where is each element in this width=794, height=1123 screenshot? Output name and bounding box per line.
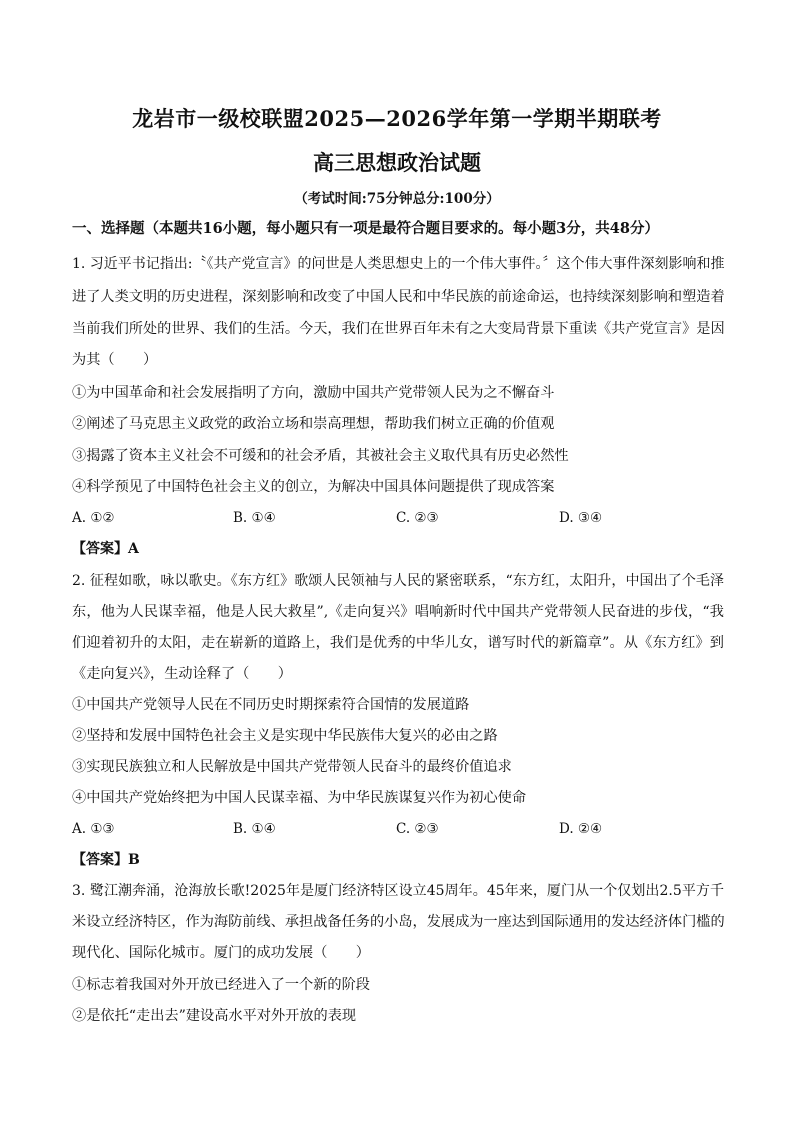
q3-stem-line: 3. 鹭江潮奔涌，沧海放长歌!2025年是厦门经济特区设立45周年。45年来，厦门从一个仅划出2.5平方千 bbox=[72, 883, 724, 899]
q2-stem-line: 《走向复兴》，生动诠释了（ ） bbox=[72, 666, 292, 682]
q1-statement: ③揭露了资本主义社会不可缓和的社会矛盾，其被社会主义取代具有历史必然性 bbox=[72, 448, 569, 464]
q1-answer: 【答案】A bbox=[72, 541, 139, 557]
q1-stem-line: 1. 习近平书记指出:〝《共产党宣言》的问世是人类思想史上的一个伟大事件。〞这个伟大事件深刻影响和推 bbox=[72, 256, 725, 272]
exam-title: 龙岩市一级校联盟2025—2026学年第一学期半期联考 bbox=[132, 106, 662, 131]
q2-stem-line: 们迎着初升的太阳，走在崭新的道路上，我们是优秀的中华儿女，谱写时代的新篇章”。从《东方红》到 bbox=[72, 635, 724, 651]
q1-stem-line: 当前我们所处的世界、我们的生活。今天，我们在世界百年未有之大变局背景下重读《共产党宣言》是因 bbox=[72, 321, 725, 337]
q1-statement: ①为中国革命和社会发展指明了方向，激励中国共产党带领人民为之不懈奋斗 bbox=[72, 385, 555, 401]
option-d: D. ③④ bbox=[559, 510, 603, 526]
q3-statement: ①标志着我国对外开放已经进入了一个新的阶段 bbox=[72, 977, 370, 993]
q2-statement: ③实现民族独立和人民解放是中国共产党带领人民奋斗的最终价值追求 bbox=[72, 759, 512, 775]
q1-options bbox=[72, 508, 724, 528]
option-c: C. ②③ bbox=[396, 821, 439, 837]
q1-stem-line: 进了人类文明的历史进程，深刻影响和改变了中国人民和中华民族的前途命运，也持续深刻影响和塑造着 bbox=[72, 289, 725, 305]
q3-statement: ②是依托“走出去”建设高水平对外开放的表现 bbox=[72, 1008, 357, 1024]
q1-statement: ②阐述了马克思主义政党的政治立场和崇高理想，帮助我们树立正确的价值观 bbox=[72, 416, 555, 432]
option-b: B. ①④ bbox=[233, 821, 276, 837]
q2-stem-line: 2. 征程如歌，咏以歌史。《东方红》歌颂人民领袖与人民的紧密联系，“东方红，太阳升，中国出了个毛泽 bbox=[72, 573, 724, 589]
q2-statement: ②坚持和发展中国特色社会主义是实现中华民族伟大复兴的必由之路 bbox=[72, 728, 498, 744]
q1-statement: ④科学预见了中国特色社会主义的创立，为解决中国具体问题提供了现成答案 bbox=[72, 479, 555, 495]
option-c: C. ②③ bbox=[396, 510, 439, 526]
exam-info: （考试时间:75分钟总分:100分） bbox=[294, 191, 500, 207]
q1-stem-line: 为其（ ） bbox=[72, 352, 158, 368]
option-d: D. ②④ bbox=[559, 821, 603, 837]
q2-statement: ①中国共产党领导人民在不同历史时期探索符合国情的发展道路 bbox=[72, 697, 470, 713]
q3-stem-line: 米设立经济特区，作为海防前线、承担战备任务的小岛，发展成为一座达到国际通用的发达经济体门槛的 bbox=[72, 914, 725, 930]
exam-subtitle: 高三思想政治试题 bbox=[313, 150, 481, 175]
section-heading: 一、选择题（本题共16小题，每小题只有一项是最符合题目要求的。每小题3分，共48分） bbox=[72, 220, 659, 237]
q2-statement: ④中国共产党始终把为中国人民谋幸福、为中华民族谋复兴作为初心使命 bbox=[72, 790, 527, 806]
option-a: A. ①③ bbox=[72, 821, 115, 837]
q2-stem-line: 东，他为人民谋幸福，他是人民大救星”,《走向复兴》唱响新时代中国共产党带领人民奋进的步伐，“我 bbox=[72, 604, 724, 620]
q2-options bbox=[72, 819, 724, 839]
option-b: B. ①④ bbox=[233, 510, 276, 526]
q3-stem-line: 现代化、国际化城市。厦门的成功发展（ ） bbox=[72, 945, 370, 961]
option-a: A. ①② bbox=[72, 510, 115, 526]
q2-answer: 【答案】B bbox=[72, 852, 140, 868]
